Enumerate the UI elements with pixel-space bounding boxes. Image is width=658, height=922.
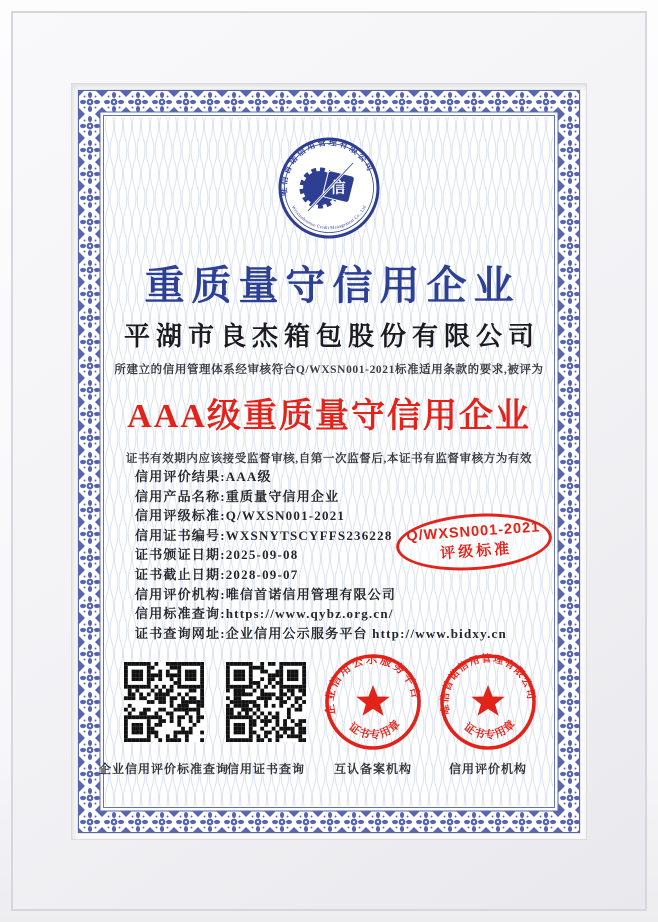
field-value: 2028-09-07 xyxy=(225,566,299,582)
field-row xyxy=(135,604,555,624)
field-value: 企业信用公示服务平台 http://www.bidxy.cn xyxy=(225,625,507,641)
stamp1-bottom-text: 证书专用章 xyxy=(346,717,404,742)
svg-text:证书专用章 xyxy=(461,716,518,741)
field-label: 信用评价结果: xyxy=(135,469,226,484)
field-label: 证书颁证日期: xyxy=(135,547,226,563)
company-name: 平湖市良杰箱包股份有限公司 xyxy=(123,321,540,351)
qr-code-icon xyxy=(226,662,306,742)
field-value: 唯信首诺信用管理有限公司 xyxy=(225,586,397,602)
field-row xyxy=(135,624,555,644)
red-stamp-icon xyxy=(323,652,423,752)
issuer-seal-icon xyxy=(277,136,381,240)
qr-code-icon xyxy=(124,662,204,742)
field-row xyxy=(135,487,555,507)
field-label: 证书截止日期: xyxy=(135,566,226,582)
red-stamp-icon xyxy=(438,652,538,752)
stamp2-arc-text: 唯信首诺信用管理有限公司 xyxy=(439,653,537,716)
field-value: WXSNYTSCYFFS236228 xyxy=(225,527,393,543)
field-value: Q/WXSN001-2021 xyxy=(225,508,346,524)
badge-standard-label: 评级标准 xyxy=(439,540,513,562)
svg-text:证书专用章 xyxy=(346,716,403,741)
field-label: 信用评级标准: xyxy=(135,508,226,524)
stamp2-bottom-text: 证书专用章 xyxy=(461,717,519,742)
star-icon xyxy=(356,685,389,716)
intro-statement: 所建立的信用管理体系经审核符合Q/WXSN001-2021标准适用条款的要求,被评为 xyxy=(114,364,544,376)
certificate-sheet xyxy=(78,90,580,833)
footer-item-qr-standard xyxy=(99,652,230,777)
seal-org-cn: 唯信首诺信用管理有限公司 xyxy=(279,137,376,197)
field-label: 信用证书编号: xyxy=(135,527,226,543)
field-value: 2025-09-08 xyxy=(225,547,299,563)
stamp2-label: 信用评价机构 xyxy=(448,762,527,776)
field-value: AAA级 xyxy=(225,469,272,484)
footer-item-stamp-agency xyxy=(436,652,540,777)
qr1-label: 企业信用评价标准查询 xyxy=(99,762,230,776)
validity-note: 证书有效期内应该接受监督审核,自第一次监督后,本证书有监督审核方为有效 xyxy=(125,453,533,465)
badge-standard-code: Q/WXSN001-2021 xyxy=(405,518,541,545)
qr2-label: 信用证书查询 xyxy=(226,762,305,776)
field-label: 证书查询网址: xyxy=(135,625,226,641)
field-row xyxy=(135,585,555,605)
issuer-seal xyxy=(277,136,381,240)
stamp1-arc-text: 企业信用公示服务平台 xyxy=(324,654,422,716)
star-icon xyxy=(471,685,504,716)
seal-org-en: Weixinshounuo Credit Management Co., Ltd xyxy=(290,204,368,231)
field-label: 信用评价机构: xyxy=(135,586,226,602)
field-label: 信用产品名称: xyxy=(135,488,226,504)
footer-item-qr-certificate xyxy=(218,652,314,777)
footer-item-stamp-platform xyxy=(323,652,423,777)
field-row xyxy=(135,467,555,487)
seal-glyph: 信 xyxy=(330,180,346,197)
stamp1-label: 互认备案机构 xyxy=(333,762,412,776)
field-value: 重质量守信用企业 xyxy=(225,488,340,504)
field-value: https://www.qybz.org.cn/ xyxy=(225,606,394,622)
field-label: 信用标准查询: xyxy=(135,606,226,622)
certificate-title: 重质量守信用企业 xyxy=(144,263,521,308)
award-title: AAA级重质量守信用企业 xyxy=(127,398,531,435)
